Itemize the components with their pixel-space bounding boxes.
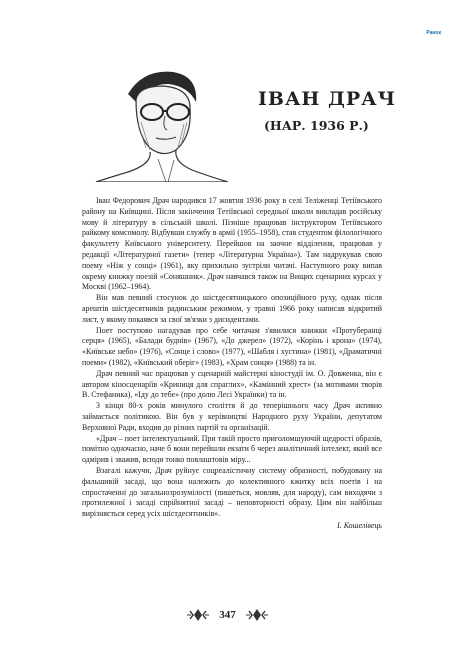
portrait-drawing [88,64,238,182]
author-birth-year: (НАР. 1936 Р.) [264,118,369,133]
folk-ornament-icon [246,608,268,622]
quote-attribution: І. Кошелівець [337,520,382,530]
folk-ornament-icon [187,608,209,622]
paragraph: Він мав певний стосунок до шістдесятницького опозиційного руху, однак після арештів шістдесятників радянським режимом, у травні 1966 року написав відкритий лист, у якому покаявся за свої зв'язки з дисидентами. [82,293,382,324]
biography-text [82,196,382,532]
paragraph: Поет поступово нагадував про себе читачам з'явилися книжки «Протуберанці серця» (1965), «Балади буднів» (1967), «До джерел» (1972), «Корінь і крона» (1974), «Київське небо» (1976), «Сонце і слово» (1977), «Шабля і хустина» (1981), «Драматичні поеми» (1982), «Київський оберіг» (1983), «Храм сонця» (1988) та ін. [82,325,382,367]
page-footer [0,608,455,622]
paragraph: «Драч – поет інтелектуальний. При такій просто приголомшуючій щедрості образів, помітно одночасно, наче б вони перейшли екзати б через аналітичний інтелект, який все одмірив і зважив, всюди тонко повлаштовів міру... [82,433,382,465]
author-name-heading: ІВАН ДРАЧ [258,88,396,110]
publisher-logo: Ранок [426,30,441,36]
paragraph: Драч певний час працював у сценарній майстерні кіностудії ім. О. Довженка, він є автором кіносценаріїв «Криниця для спраглих», «Камінний хрест» (за мотивами творів В. Стефаника), «Іду до тебе» (про долю Лесі Українки) та ін. [82,368,382,400]
paragraph: З кінця 80-х років минулого століття й до теперішнього часу Драч активно займається політикою. Він був у керівництві Народного руху України, депутатом Верховної Ради, входив до різних партій та організацій. [82,401,382,432]
paragraph: Іван Федорович Драч народився 17 жовтня 1936 року в селі Теліженці Тетіївського району на Київщині. Після закінчення Тетіївської середньої школи викладав російську мову й літературу в сільській школі. Пізніше працював інструктором Тетіївського райкому комсомолу. Відбувши службу в армії (1955–1958), став студентом філологічного факультету Київського університету. Перейшов на заочне відділення, працював у редакції «Літературної газети» (тепер «Літературна Україна»). Там надрукував свою поему «Ніж у сонці» (1961), яку прихильно зустріли читачі. Наступного року випав окрему книжку поезій «Соняшник». Драч навчався також на Вищих сценарних курсах у Москві (1962–1964). [82,196,382,292]
page-number: 347 [219,609,236,621]
paragraph: Взагалі кажучи, Драч руйнує соцреалістичну систему образності, побудовану на фальшивій засаді, що вона належить до колективного кжитку всіх поетів і на спростаченні до загальнозрозумілості (пишеться, мовляв, для народу), сам виходячи з протилежної і засаді спрійнятної засаді – неповторності образу. Цим він найбільш вирізняється серед усіх шістдесятників». [82,465,382,519]
